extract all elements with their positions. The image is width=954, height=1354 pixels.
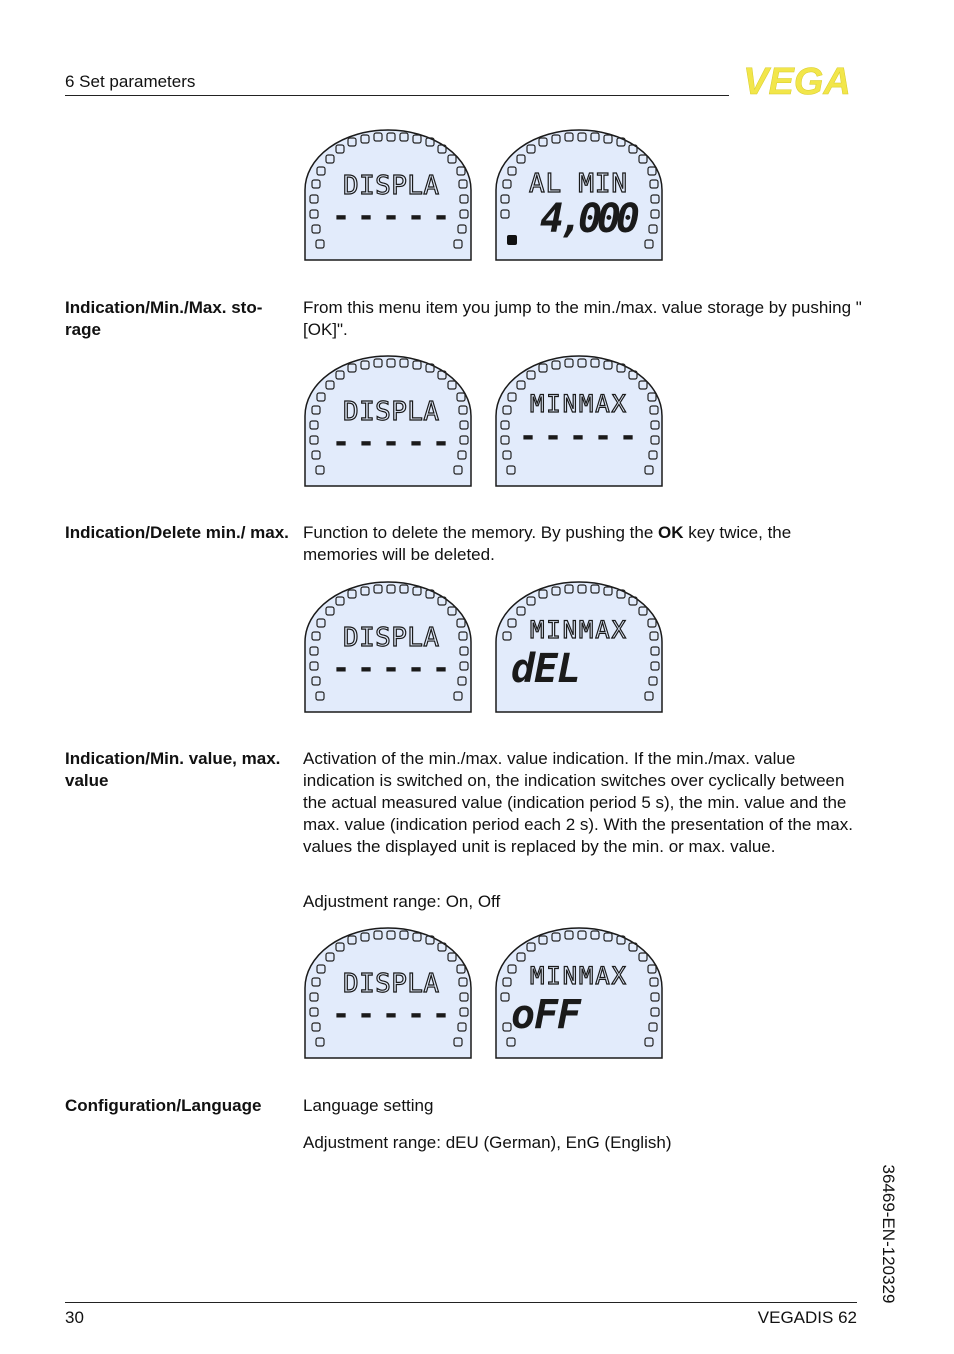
lcd-bottom-text: ----- (332, 651, 450, 686)
lcd-bottom-text: ----- (332, 199, 450, 234)
lcd-bottom-text: dEL (511, 646, 581, 692)
header-rule (65, 95, 729, 96)
lcd-bottom-text: ----- (332, 425, 450, 460)
lcd-bottom-text: 4,000 (540, 196, 640, 242)
lcd-bottom-text: ----- (519, 419, 637, 454)
lcd-top-text: DISPLA (343, 969, 439, 999)
lcd-display-right-1 (494, 128, 664, 263)
section-label: Indication/Min./Max. sto-rage (65, 298, 263, 339)
logo-text: VEGA (743, 64, 851, 98)
lcd-bottom-text: ----- (332, 997, 450, 1032)
document-id: 36469-EN-120329 (879, 1164, 898, 1304)
vega-logo (736, 64, 858, 98)
lcd-top-text: DISPLA (343, 171, 439, 201)
lcd-top-text: DISPLA (343, 397, 439, 427)
section-label: Indication/Delete min./ max. (65, 523, 289, 542)
section-text: From this menu item you jump to the min./max. value storage by pushing "[OK]". (303, 298, 862, 339)
lcd-display-left-3 (303, 580, 473, 715)
lcd-top-text: MINMAX (530, 616, 626, 644)
lcd-display-left-4 (303, 926, 473, 1061)
footer-rule (65, 1302, 857, 1303)
section-label: Configuration/Language (65, 1096, 262, 1115)
lcd-top-text: MINMAX (530, 390, 626, 418)
section-text (303, 522, 863, 566)
section-header: 6 Set parameters (65, 72, 196, 91)
section-text: Language setting (303, 1096, 434, 1115)
section-label: Indication/Min. value, max. value (65, 749, 281, 790)
section-text-c: key twice, the memories will be deleted. (303, 523, 792, 564)
lcd-display-left-1 (303, 128, 473, 263)
lcd-display-right-4 (494, 926, 664, 1061)
section-text-ok: OK (658, 523, 684, 542)
section-text-a: Function to delete the memory. By pushing the (303, 523, 658, 542)
lcd-display-right-3 (494, 580, 664, 715)
lcd-top-text: DISPLA (343, 623, 439, 653)
product-name: VEGADIS 62 (757, 1308, 857, 1327)
adjustment-range: Adjustment range: dEU (German), EnG (English) (303, 1133, 672, 1152)
lcd-display-right-2 (494, 354, 664, 489)
section-text: Activation of the min./max. value indication. If the min./max. value indication is switched on, the indication switches over cyclically between the actual measured value (indication period 5 s), the min. value and the max. value (indication period each 2 s). With the presentation of the max. values the displayed unit is replaced by the min. or max. value. (303, 749, 853, 856)
adjustment-range: Adjustment range: On, Off (303, 892, 501, 911)
page-number: 30 (65, 1308, 84, 1327)
lcd-bottom-text: oFF (511, 992, 581, 1038)
lcd-top-text: MINMAX (530, 962, 626, 990)
lcd-display-left-2 (303, 354, 473, 489)
lcd-segment-filled (507, 235, 517, 245)
lcd-top-text: AL MIN (529, 169, 627, 199)
